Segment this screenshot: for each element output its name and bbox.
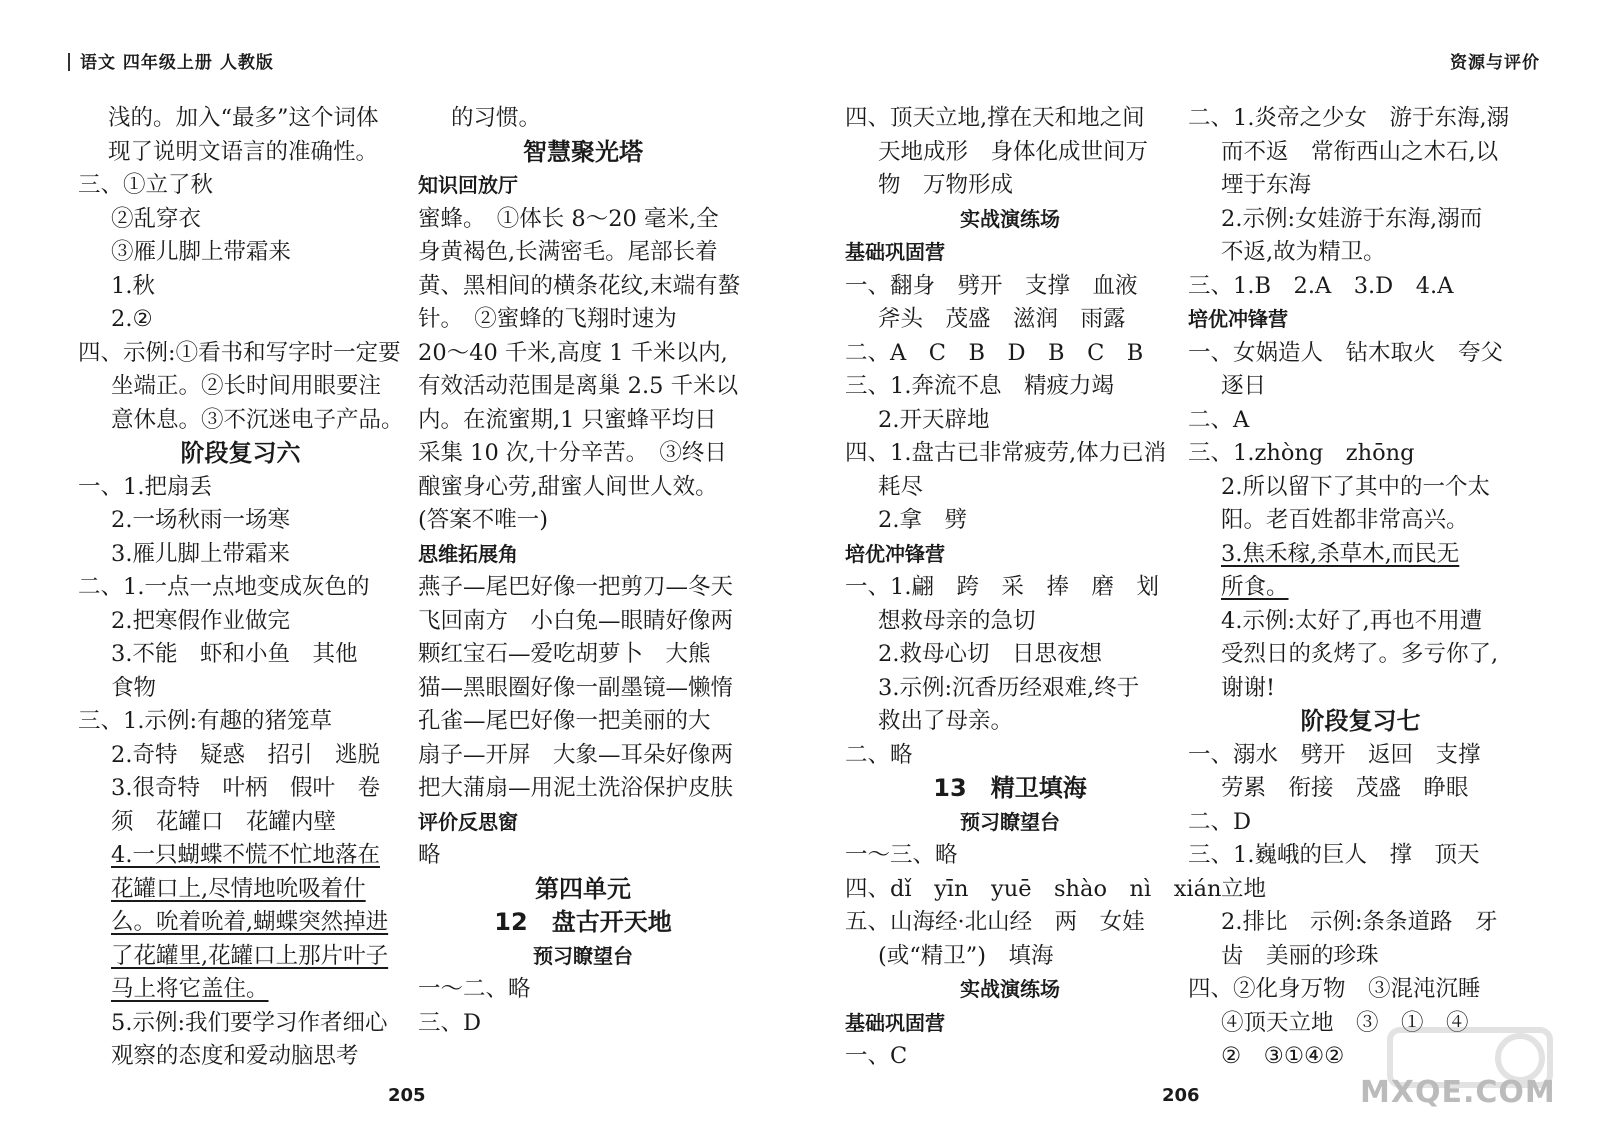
answer-line: 了花罐里,花罐口上那片叶子 bbox=[111, 942, 389, 969]
answer-line: 三、1.奔流不息 精疲力竭 bbox=[845, 373, 1114, 399]
answer-line: 四、dǐ yīn yuē shào nì xián bbox=[845, 875, 1222, 902]
answer-line: 现了说明文语言的准确性。 bbox=[108, 138, 379, 165]
answer-line: 蜜蜂。 ①体长 8～20 毫米,全 bbox=[418, 205, 719, 232]
answer-line: 2.示例:女娃游于东海,溺而 bbox=[1221, 205, 1483, 232]
answer-line: 四、顶天立地,撑在天和地之间 bbox=[845, 105, 1145, 131]
answer-line: 五、山海经·北山经 两 女娃 bbox=[845, 909, 1145, 935]
answer-line: 而不返 常衔西山之木石,以 bbox=[1221, 138, 1499, 165]
subsection-heading: 知识回放厅 bbox=[418, 173, 518, 197]
answer-line: 3.雁儿脚上带霜来 bbox=[111, 540, 290, 567]
subsection-heading: 思维拓展角 bbox=[418, 541, 518, 566]
answer-line: 齿 美丽的珍珠 bbox=[1221, 942, 1379, 969]
answer-line: 不返,故为精卫。 bbox=[1221, 239, 1386, 265]
answer-line: 的习惯。 bbox=[451, 105, 542, 131]
answer-line: 二、1.炎帝之少女 游于东海,溺 bbox=[1188, 105, 1510, 131]
answer-line: 针。 ②蜜蜂的飞翔时速为 bbox=[418, 306, 677, 332]
answer-line: 二、略 bbox=[845, 741, 913, 768]
answer-line: 2.一场秋雨一场寒 bbox=[111, 507, 290, 533]
answer-line: 受烈日的炙烤了。多亏你了, bbox=[1221, 641, 1499, 667]
header-right: 资源与评价 bbox=[1450, 53, 1540, 73]
answer-line: ③雁儿脚上带霜来 bbox=[111, 239, 292, 265]
subsection-heading: 评价反思窗 bbox=[418, 809, 518, 834]
answer-line: 黄、黑相间的横条花纹,末端有螯 bbox=[418, 272, 741, 299]
column-4 bbox=[1188, 102, 1533, 1074]
answer-line: 有效活动范围是离巢 2.5 千米以 bbox=[418, 373, 739, 399]
subsection-heading: 培优冲锋营 bbox=[1188, 307, 1288, 331]
answer-line: 三、1.zhòng zhōng bbox=[1188, 440, 1415, 466]
answer-line: 2.把寒假作业做完 bbox=[111, 607, 290, 634]
answer-line: ② ③①④② bbox=[1221, 1043, 1345, 1069]
answer-line: 二、A C B D B C B bbox=[845, 339, 1144, 366]
header-left-text: 语文 四年级上册 人教版 bbox=[80, 53, 274, 73]
answer-line: (或“精卫”) 填海 bbox=[878, 942, 1054, 969]
answer-line: 2.救母心切 日思夜想 bbox=[878, 641, 1102, 667]
column-2 bbox=[418, 102, 748, 1040]
answer-line: 二、A bbox=[1188, 406, 1250, 433]
answer-line: 一～二、略 bbox=[418, 976, 531, 1002]
answer-line: 斧头 茂盛 滋润 雨露 bbox=[878, 306, 1126, 332]
answer-line: 么。吮着吮着,蝴蝶突然掉进 bbox=[111, 909, 389, 935]
answer-line: 四、1.盘古已非常疲劳,体力已消 bbox=[845, 440, 1167, 466]
answer-line: 一、1.翩 跨 采 捧 磨 划 bbox=[845, 574, 1159, 600]
answer-line: ②乱穿衣 bbox=[111, 205, 202, 232]
answer-line: 须 花罐口 花罐内壁 bbox=[111, 808, 337, 835]
answer-line: 酿蜜身心劳,甜蜜人间世人效。 bbox=[418, 473, 718, 500]
answer-line: 5.示例:我们要学习作者细心 bbox=[111, 1009, 388, 1036]
answer-line: 坐端正。②长时间用眼要注 bbox=[111, 373, 382, 399]
answer-line: 一、溺水 劈开 返回 支撑 bbox=[1188, 741, 1481, 768]
answer-line: 二、D bbox=[1188, 808, 1252, 835]
answer-line: 食物 bbox=[111, 674, 157, 701]
answer-line: 2.奇特 疑惑 招引 逃脱 bbox=[111, 741, 380, 768]
answer-line: 物 万物形成 bbox=[878, 172, 1014, 198]
answer-line: 颗红宝石—爱吃胡萝卜 大熊 bbox=[418, 641, 711, 667]
page-number-right: 206 bbox=[1162, 1085, 1200, 1106]
subsection-heading: 培优冲锋营 bbox=[845, 541, 945, 566]
answer-line: 马上将它盖住。 bbox=[111, 976, 269, 1002]
answer-line: 把大蒲扇—用泥土洗浴保护皮肤 bbox=[418, 775, 734, 801]
answer-line: 救出了母亲。 bbox=[878, 708, 1014, 734]
answer-line: 三、1.B 2.A 3.D 4.A bbox=[1188, 272, 1454, 299]
answer-line: (答案不唯一) bbox=[418, 507, 549, 533]
answer-line: 一、1.把扇丢 bbox=[78, 473, 212, 500]
answer-line: 谢谢! bbox=[1221, 674, 1276, 701]
section-heading: 阶段复习七 bbox=[1300, 707, 1421, 735]
answer-line: 浅的。加入“最多”这个词体 bbox=[108, 105, 379, 131]
answer-line: 二、1.一点一点地变成灰色的 bbox=[78, 574, 370, 600]
answer-line: 2.拿 劈 bbox=[878, 507, 967, 533]
answer-line: 花罐口上,尽情地吮吸着什 bbox=[111, 875, 366, 902]
answer-line: 20～40 千米,高度 1 千米以内, bbox=[418, 339, 728, 366]
answer-line: 一～三、略 bbox=[845, 842, 958, 868]
answer-line: 意休息。③不沉迷电子产品。 bbox=[111, 406, 404, 433]
answer-line: 内。在流蜜期,1 只蜜蜂平均日 bbox=[418, 406, 717, 433]
answer-line: 4.示例:太好了,再也不用遭 bbox=[1221, 607, 1483, 634]
answer-line: 三、D bbox=[418, 1009, 482, 1036]
answer-line: 2.所以留下了其中的一个太 bbox=[1221, 473, 1490, 500]
answer-line: 一、C bbox=[845, 1043, 908, 1069]
answer-line: 堙于东海 bbox=[1221, 172, 1312, 198]
answer-line: 一、翻身 劈开 支撑 血液 bbox=[845, 272, 1138, 299]
answer-line: 2.开天辟地 bbox=[878, 406, 990, 433]
answer-line: 2.排比 示例:条条道路 牙 bbox=[1221, 909, 1498, 935]
header-bar bbox=[68, 53, 70, 71]
answer-line: 3.焦禾稼,杀草木,而民无 bbox=[1221, 540, 1460, 567]
answer-line: 观察的态度和爱动脑思考 bbox=[111, 1043, 359, 1069]
answer-line: 三、①立了秋 bbox=[78, 172, 214, 198]
section-heading: 第四单元 bbox=[535, 874, 631, 903]
answer-line: 阳。老百姓都非常高兴。 bbox=[1221, 507, 1469, 533]
answer-line: 飞回南方 小白兔—眼睛好像两 bbox=[418, 607, 734, 634]
answer-line: 天地成形 身体化成世间万 bbox=[878, 138, 1149, 165]
answer-line: 3.很奇特 叶柄 假叶 卷 bbox=[111, 775, 380, 801]
answer-line: 采集 10 次,十分辛苦。 ③终日 bbox=[418, 440, 727, 466]
answer-line: 2.② bbox=[111, 306, 153, 332]
answer-line: 四、②化身万物 ③混沌沉睡 bbox=[1188, 976, 1481, 1002]
section-heading: 13 精卫填海 bbox=[933, 774, 1087, 802]
section-heading: 12 盘古开天地 bbox=[494, 908, 672, 936]
subsection-heading: 基础巩固营 bbox=[845, 240, 945, 264]
column-1 bbox=[78, 102, 403, 1074]
answer-line: 燕子—尾巴好像一把剪刀—冬天 bbox=[418, 574, 734, 600]
answer-line: 3.示例:沉香历经艰难,终于 bbox=[878, 674, 1140, 701]
answer-line: 一、女娲造人 钻木取火 夸父 bbox=[1188, 339, 1504, 366]
section-heading: 实战演练场 bbox=[960, 977, 1060, 1001]
answer-line: 猫—黑眼圈好像一副墨镜—懒惰 bbox=[418, 674, 734, 701]
subsection-heading: 基础巩固营 bbox=[845, 1010, 945, 1035]
answer-line: 耗尽 bbox=[878, 473, 924, 500]
answer-line: ④顶天立地 ③ ① ④ bbox=[1221, 1009, 1469, 1036]
answer-line: 立地 bbox=[1221, 875, 1267, 902]
answer-line: 三、1.示例:有趣的猪笼草 bbox=[78, 708, 333, 734]
answer-line: 4.一只蝴蝶不慌不忙地落在 bbox=[111, 842, 380, 868]
answer-line: 身黄褐色,长满密毛。尾部长着 bbox=[418, 239, 718, 265]
answer-line: 想救母亲的急切 bbox=[878, 607, 1036, 634]
answer-line: 1.秋 bbox=[111, 272, 155, 299]
answer-line: 劳累 衔接 茂盛 睁眼 bbox=[1221, 775, 1469, 801]
answer-line: 3.不能 虾和小鱼 其他 bbox=[111, 641, 358, 667]
answer-line: 逐日 bbox=[1221, 373, 1267, 399]
section-heading: 智慧聚光塔 bbox=[523, 137, 643, 166]
watermark-text: MXQE.COM bbox=[1360, 1075, 1556, 1110]
answer-line: 扇子—开屏 大象—耳朵好像两 bbox=[418, 741, 734, 768]
answer-line: 四、示例:①看书和写字时一定要 bbox=[78, 339, 401, 366]
header-left bbox=[68, 48, 274, 73]
section-heading: 实战演练场 bbox=[960, 206, 1060, 231]
page-number-left: 205 bbox=[388, 1085, 426, 1106]
answer-line: 所食。 bbox=[1221, 574, 1289, 600]
answer-line: 三、1.巍峨的巨人 撑 顶天 bbox=[1188, 842, 1480, 868]
section-heading: 预习瞭望台 bbox=[960, 809, 1060, 834]
section-heading: 预习瞭望台 bbox=[533, 943, 633, 968]
section-heading: 阶段复习六 bbox=[180, 439, 301, 467]
answer-line: 略 bbox=[418, 842, 441, 868]
answer-line: 孔雀—尾巴好像一把美丽的大 bbox=[418, 708, 711, 734]
